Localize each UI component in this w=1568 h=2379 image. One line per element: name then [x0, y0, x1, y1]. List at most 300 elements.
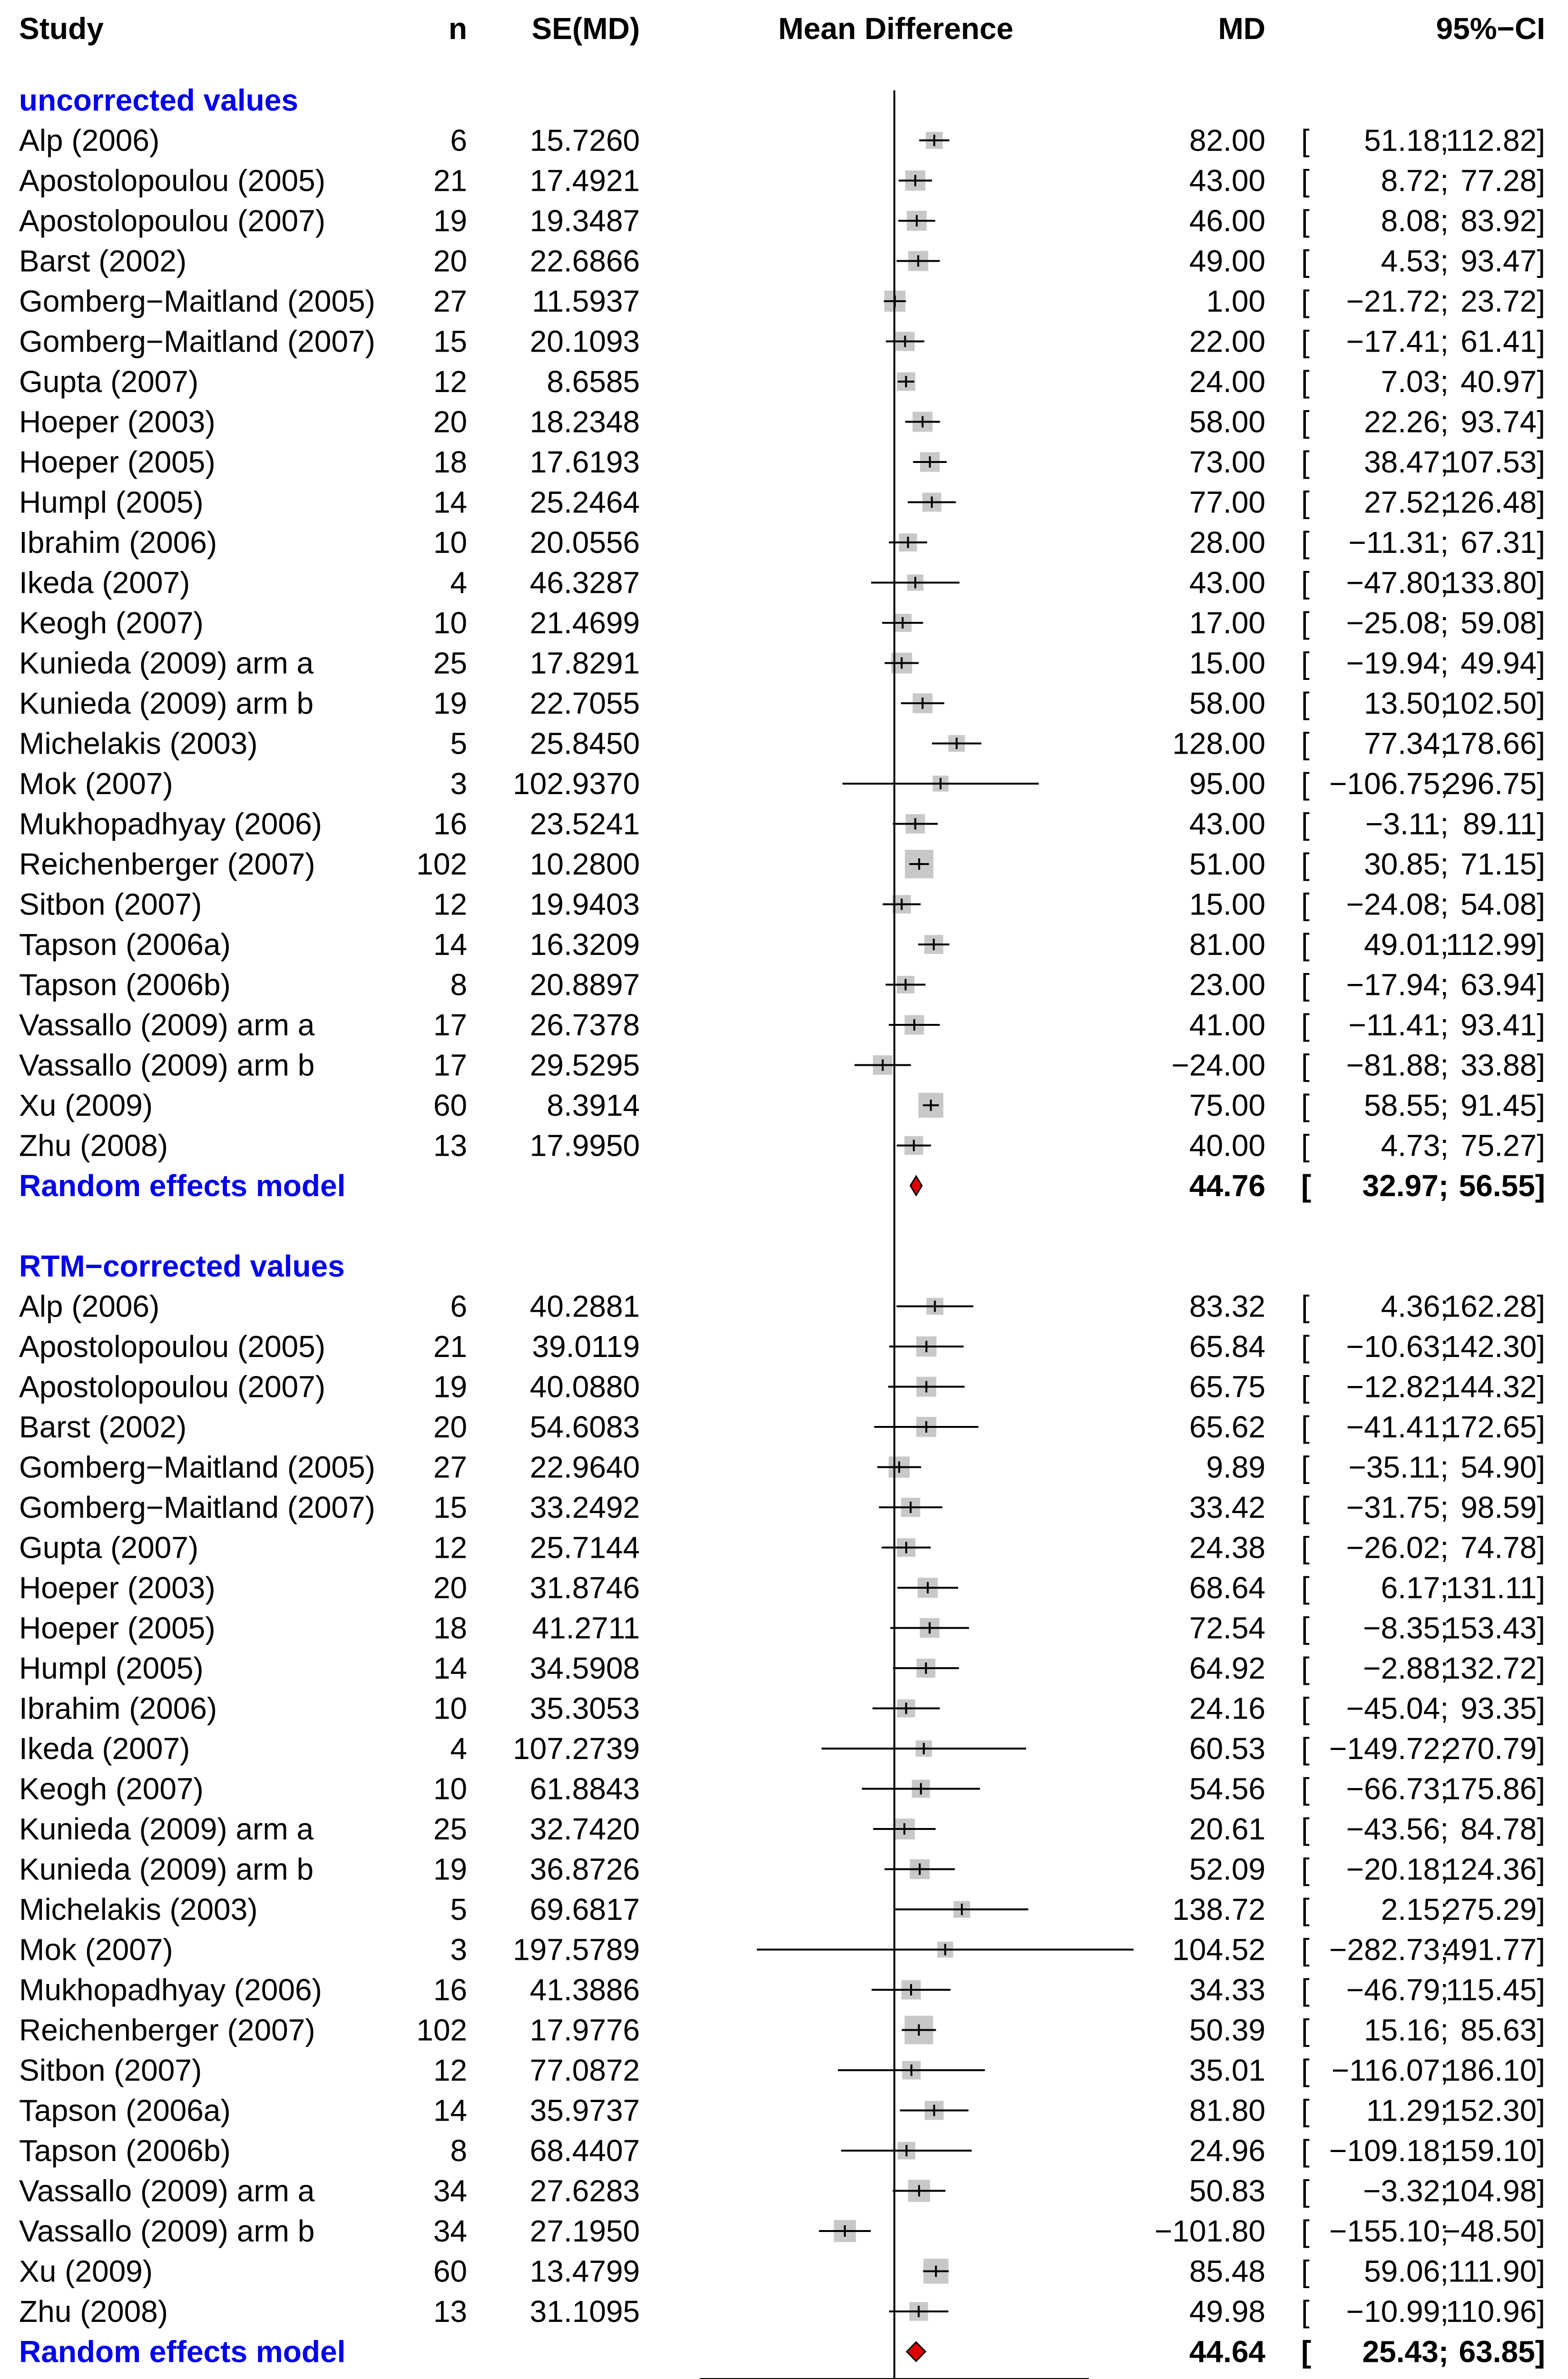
- study-name: Mok (2007): [19, 1932, 173, 1967]
- ci-lower: −45.04;: [1346, 1691, 1449, 1726]
- ci-open-bracket: [: [1301, 1450, 1310, 1484]
- ci-lower: −149.72;: [1329, 1731, 1449, 1766]
- study-se: 68.4407: [529, 2133, 640, 2168]
- study-md: 60.53: [1189, 1731, 1265, 1766]
- ci-upper: 178.66]: [1443, 726, 1545, 761]
- study-name: Ikeda (2007): [19, 565, 190, 600]
- ci-open-bracket: [: [1301, 1128, 1310, 1163]
- ci-upper: 49.94]: [1460, 646, 1545, 680]
- study-se: 31.1095: [529, 2294, 640, 2329]
- ci-open-bracket: [: [1301, 1611, 1310, 1645]
- ci-upper: 110.96]: [1446, 2294, 1545, 2329]
- study-n: 19: [433, 686, 467, 720]
- study-se: 41.3886: [529, 1973, 640, 2007]
- ci-lower: −19.94;: [1346, 646, 1449, 680]
- study-md: 15.00: [1189, 887, 1265, 922]
- study-md: 15.00: [1189, 646, 1265, 680]
- study-name: Tapson (2006a): [19, 2093, 231, 2128]
- ci-open-bracket: [: [1301, 847, 1310, 881]
- ci-upper: 275.29]: [1443, 1892, 1545, 1927]
- study-n: 5: [450, 726, 467, 761]
- ci-lower: 8.08;: [1381, 204, 1449, 238]
- study-n: 17: [433, 1008, 467, 1042]
- study-md: 43.00: [1189, 565, 1265, 600]
- study-n: 10: [433, 606, 467, 640]
- study-se: 33.2492: [529, 1490, 640, 1524]
- study-n: 4: [450, 565, 467, 600]
- ci-lower: 38.47;: [1364, 445, 1449, 479]
- study-name: Gomberg−Maitland (2005): [19, 284, 375, 318]
- study-md: 41.00: [1189, 1008, 1265, 1042]
- ci-upper: 112.82]: [1446, 123, 1545, 157]
- study-se: 19.9403: [529, 887, 640, 922]
- ci-upper: 175.86]: [1443, 1771, 1545, 1806]
- study-name: Alp (2006): [19, 1289, 160, 1324]
- study-n: 18: [433, 1611, 467, 1645]
- study-md: 64.92: [1189, 1651, 1265, 1685]
- ci-open-bracket: [: [1301, 2334, 1312, 2369]
- ci-open-bracket: [: [1301, 1289, 1310, 1324]
- study-n: 14: [433, 2093, 467, 2128]
- ci-upper: 54.90]: [1460, 1450, 1545, 1484]
- ci-lower: 59.06;: [1364, 2254, 1449, 2289]
- study-name: Kunieda (2009) arm a: [19, 1812, 314, 1846]
- summary-label: Random effects model: [19, 2334, 346, 2369]
- study-name: Gupta (2007): [19, 364, 199, 399]
- study-se: 54.6083: [529, 1410, 640, 1444]
- ci-open-bracket: [: [1301, 1369, 1310, 1404]
- study-se: 46.3287: [529, 565, 640, 600]
- ci-lower: −106.75;: [1329, 767, 1449, 801]
- ci-lower: −17.41;: [1346, 324, 1449, 359]
- ci-lower: −41.41;: [1346, 1410, 1449, 1444]
- ci-upper: 93.35]: [1460, 1691, 1545, 1726]
- ci-open-bracket: [: [1301, 967, 1310, 1002]
- study-md: 65.84: [1189, 1329, 1265, 1364]
- study-n: 14: [433, 927, 467, 962]
- study-n: 18: [433, 445, 467, 479]
- study-md: 17.00: [1189, 606, 1265, 640]
- ci-open-bracket: [: [1301, 244, 1310, 278]
- study-se: 40.0880: [529, 1369, 640, 1404]
- ci-upper: 126.48]: [1443, 485, 1545, 520]
- study-n: 20: [433, 244, 467, 278]
- ci-open-bracket: [: [1301, 726, 1310, 761]
- ci-upper: 61.41]: [1460, 324, 1545, 359]
- ci-open-bracket: [: [1301, 485, 1310, 520]
- study-n: 15: [433, 1490, 467, 1524]
- study-se: 22.6866: [529, 244, 640, 278]
- ci-open-bracket: [: [1301, 2053, 1310, 2087]
- study-n: 12: [433, 1530, 467, 1565]
- group-title: RTM−corrected values: [19, 1249, 345, 1283]
- study-n: 14: [433, 1651, 467, 1685]
- study-md: 68.64: [1189, 1571, 1265, 1605]
- ci-open-bracket: [: [1301, 767, 1310, 801]
- study-name: Gomberg−Maitland (2005): [19, 1450, 375, 1484]
- study-name: Vassallo (2009) arm b: [19, 2214, 315, 2248]
- ci-lower: −17.94;: [1346, 967, 1449, 1002]
- study-md: 1.00: [1206, 284, 1265, 318]
- ci-open-bracket: [: [1301, 1490, 1310, 1524]
- study-n: 8: [450, 967, 467, 1002]
- study-md: 43.00: [1189, 163, 1265, 198]
- ci-open-bracket: [: [1301, 887, 1310, 922]
- ci-open-bracket: [: [1301, 204, 1310, 238]
- study-md: 33.42: [1189, 1490, 1265, 1524]
- study-md: −101.80: [1154, 2214, 1265, 2248]
- study-md: 73.00: [1189, 445, 1265, 479]
- ci-lower: −46.79;: [1346, 1973, 1449, 2007]
- study-name: Hoeper (2003): [19, 1571, 216, 1605]
- ci-lower: −26.02;: [1346, 1530, 1449, 1565]
- study-n: 19: [433, 1852, 467, 1887]
- study-se: 26.7378: [529, 1008, 640, 1042]
- ci-lower: 8.72;: [1381, 163, 1449, 198]
- ci-upper: 124.36]: [1443, 1852, 1545, 1887]
- ci-lower: −47.80;: [1346, 565, 1449, 600]
- study-name: Mok (2007): [19, 767, 173, 801]
- ci-lower: −3.11;: [1365, 806, 1449, 841]
- study-se: 102.9370: [513, 767, 640, 801]
- study-n: 25: [433, 646, 467, 680]
- study-se: 61.8843: [529, 1771, 640, 1806]
- header-mean-difference: Mean Difference: [778, 11, 1014, 46]
- ci-open-bracket: [: [1301, 1973, 1310, 2007]
- study-name: Vassallo (2009) arm b: [19, 1048, 315, 1082]
- study-name: Alp (2006): [19, 123, 160, 157]
- study-se: 69.6817: [529, 1892, 640, 1927]
- ci-upper: 162.28]: [1443, 1289, 1545, 1324]
- study-se: 10.2800: [529, 847, 640, 881]
- study-md: 24.16: [1189, 1691, 1265, 1726]
- ci-lower: 11.29;: [1366, 2093, 1449, 2128]
- ci-open-bracket: [: [1301, 565, 1310, 600]
- ci-upper: 133.80]: [1443, 565, 1545, 600]
- study-md: 75.00: [1189, 1088, 1265, 1122]
- study-se: 8.6585: [547, 364, 640, 399]
- ci-upper: 112.99]: [1446, 927, 1545, 962]
- study-n: 17: [433, 1048, 467, 1082]
- ci-open-bracket: [: [1301, 646, 1310, 680]
- ci-open-bracket: [: [1301, 404, 1310, 439]
- study-name: Kunieda (2009) arm b: [19, 1852, 314, 1887]
- ci-open-bracket: [: [1301, 806, 1310, 841]
- ci-upper: 131.11]: [1446, 1571, 1545, 1605]
- ci-upper: 83.92]: [1460, 204, 1545, 238]
- study-se: 22.9640: [529, 1450, 640, 1484]
- study-n: 12: [433, 887, 467, 922]
- ci-lower: −11.31;: [1348, 525, 1449, 560]
- study-name: Humpl (2005): [19, 485, 204, 520]
- ci-open-bracket: [: [1301, 324, 1310, 359]
- ci-upper: 102.50]: [1443, 686, 1545, 720]
- ci-open-bracket: [: [1301, 1530, 1310, 1565]
- study-se: 20.0556: [529, 525, 640, 560]
- study-se: 18.2348: [529, 404, 640, 439]
- study-se: 23.5241: [529, 806, 640, 841]
- ci-upper: 75.27]: [1460, 1128, 1545, 1163]
- study-name: Humpl (2005): [19, 1651, 204, 1685]
- ci-upper: 144.32]: [1443, 1369, 1545, 1404]
- ci-open-bracket: [: [1301, 1008, 1310, 1042]
- study-name: Kunieda (2009) arm b: [19, 686, 314, 720]
- ci-lower: −155.10;: [1329, 2214, 1449, 2248]
- study-md: 72.54: [1189, 1611, 1265, 1645]
- study-n: 16: [433, 1973, 467, 2007]
- study-se: 36.8726: [529, 1852, 640, 1887]
- ci-upper: 93.47]: [1460, 244, 1545, 278]
- ci-upper: 33.88]: [1460, 1048, 1545, 1082]
- study-se: 20.8897: [529, 967, 640, 1002]
- ci-lower: −21.72;: [1346, 284, 1449, 318]
- ci-lower: −3.32;: [1363, 2173, 1449, 2208]
- study-n: 10: [433, 1771, 467, 1806]
- ci-open-bracket: [: [1301, 1932, 1310, 1967]
- ci-upper: 107.53]: [1443, 445, 1545, 479]
- summary-md: 44.76: [1189, 1169, 1265, 1203]
- ci-lower: −282.73;: [1329, 1932, 1449, 1967]
- study-n: 20: [433, 1571, 467, 1605]
- study-se: 31.8746: [529, 1571, 640, 1605]
- ci-upper: 84.78]: [1460, 1812, 1545, 1846]
- ci-open-bracket: [: [1301, 2013, 1310, 2047]
- study-se: 25.8450: [529, 726, 640, 761]
- ci-upper: 93.74]: [1460, 404, 1545, 439]
- study-name: Ibrahim (2006): [19, 1691, 217, 1726]
- study-n: 4: [450, 1731, 467, 1766]
- ci-upper: 104.98]: [1443, 2173, 1545, 2208]
- ci-lower: −8.35;: [1363, 1611, 1449, 1645]
- ci-upper: 56.55]: [1459, 1169, 1545, 1203]
- ci-lower: 6.17;: [1381, 1571, 1449, 1605]
- study-md: 43.00: [1189, 806, 1265, 841]
- header-n: n: [448, 11, 467, 46]
- study-se: 11.5937: [532, 284, 640, 318]
- ci-open-bracket: [: [1301, 1048, 1310, 1082]
- ci-lower: −66.73;: [1346, 1771, 1449, 1806]
- ci-open-bracket: [: [1301, 2214, 1310, 2248]
- ci-upper: 23.72]: [1460, 284, 1545, 318]
- study-name: Tapson (2006b): [19, 2133, 231, 2168]
- ci-upper: 159.10]: [1443, 2133, 1545, 2168]
- ci-open-bracket: [: [1301, 1651, 1310, 1685]
- ci-open-bracket: [: [1301, 1812, 1310, 1846]
- study-n: 27: [433, 1450, 467, 1484]
- study-n: 102: [416, 847, 467, 881]
- study-se: 107.2739: [513, 1731, 640, 1766]
- ci-lower: 4.73;: [1381, 1128, 1449, 1163]
- study-md: 85.48: [1189, 2254, 1265, 2289]
- study-md: 95.00: [1189, 767, 1265, 801]
- study-se: 32.7420: [529, 1812, 640, 1846]
- ci-upper: 93.41]: [1460, 1008, 1545, 1042]
- study-name: Apostolopoulou (2005): [19, 1329, 326, 1364]
- study-n: 20: [433, 404, 467, 439]
- summary-md: 44.64: [1189, 2334, 1265, 2369]
- ci-open-bracket: [: [1301, 606, 1310, 640]
- ci-open-bracket: [: [1301, 1771, 1310, 1806]
- ci-open-bracket: [: [1301, 1852, 1310, 1887]
- ci-lower: −12.82;: [1346, 1369, 1449, 1404]
- study-n: 102: [416, 2013, 467, 2047]
- study-name: Tapson (2006a): [19, 927, 231, 962]
- study-md: 50.83: [1189, 2173, 1265, 2208]
- study-n: 19: [433, 204, 467, 238]
- study-se: 41.2711: [532, 1611, 640, 1645]
- ci-open-bracket: [: [1301, 525, 1310, 560]
- study-name: Reichenberger (2007): [19, 2013, 315, 2047]
- study-md: 52.09: [1189, 1852, 1265, 1887]
- study-name: Hoeper (2005): [19, 1611, 216, 1645]
- study-md: 50.39: [1189, 2013, 1265, 2047]
- ci-upper: 111.90]: [1448, 2254, 1545, 2289]
- study-n: 14: [433, 485, 467, 520]
- ci-open-bracket: [: [1301, 163, 1310, 198]
- summary-label: Random effects model: [19, 1169, 346, 1203]
- ci-upper: 74.78]: [1460, 1530, 1545, 1565]
- study-n: 25: [433, 1812, 467, 1846]
- study-name: Hoeper (2005): [19, 445, 216, 479]
- study-n: 60: [433, 2254, 467, 2289]
- study-md: 81.80: [1189, 2093, 1265, 2128]
- study-name: Xu (2009): [19, 2254, 153, 2289]
- study-se: 29.5295: [529, 1048, 640, 1082]
- study-md: 51.00: [1189, 847, 1265, 881]
- study-name: Apostolopoulou (2005): [19, 163, 326, 198]
- header-md: MD: [1218, 11, 1265, 46]
- study-name: Sitbon (2007): [19, 887, 202, 922]
- study-se: 17.6193: [529, 445, 640, 479]
- ci-open-bracket: [: [1301, 1571, 1310, 1605]
- study-md: 138.72: [1172, 1892, 1265, 1927]
- study-n: 27: [433, 284, 467, 318]
- study-name: Gomberg−Maitland (2007): [19, 1490, 375, 1524]
- study-se: 17.9776: [529, 2013, 640, 2047]
- study-md: 65.75: [1189, 1369, 1265, 1404]
- ci-lower: 13.50;: [1364, 686, 1449, 720]
- study-se: 20.1093: [529, 324, 640, 359]
- ci-upper: 54.08]: [1460, 887, 1545, 922]
- ci-open-bracket: [: [1301, 927, 1310, 962]
- ci-upper: 270.79]: [1443, 1731, 1545, 1766]
- study-md: 58.00: [1189, 404, 1265, 439]
- ci-upper: 186.10]: [1443, 2053, 1545, 2087]
- ci-upper: 67.31]: [1460, 525, 1545, 560]
- study-md: 40.00: [1189, 1128, 1265, 1163]
- study-name: Hoeper (2003): [19, 404, 216, 439]
- study-n: 10: [433, 1691, 467, 1726]
- ci-open-bracket: [: [1301, 1731, 1310, 1766]
- ci-upper: 172.65]: [1443, 1410, 1545, 1444]
- study-name: Keogh (2007): [19, 1771, 204, 1806]
- study-name: Zhu (2008): [19, 1128, 168, 1163]
- ci-open-bracket: [: [1301, 2093, 1310, 2128]
- study-md: 34.33: [1189, 1973, 1265, 2007]
- study-se: 17.4921: [529, 163, 640, 198]
- study-n: 12: [433, 2053, 467, 2087]
- study-md: 77.00: [1189, 485, 1265, 520]
- ci-upper: 91.45]: [1460, 1088, 1545, 1122]
- ci-open-bracket: [: [1301, 2254, 1310, 2289]
- ci-open-bracket: [: [1301, 686, 1310, 720]
- study-name: Zhu (2008): [19, 2294, 168, 2329]
- study-name: Barst (2002): [19, 1410, 187, 1444]
- ci-upper: 296.75]: [1443, 767, 1545, 801]
- ci-upper: 115.45]: [1446, 1973, 1545, 2007]
- ci-upper: 63.85]: [1459, 2334, 1545, 2369]
- ci-open-bracket: [: [1301, 123, 1310, 157]
- study-se: 25.2464: [529, 485, 640, 520]
- study-name: Tapson (2006b): [19, 967, 231, 1002]
- ci-lower: 2.15;: [1381, 1892, 1449, 1927]
- study-n: 20: [433, 1410, 467, 1444]
- study-n: 19: [433, 1369, 467, 1404]
- study-name: Michelakis (2003): [19, 1892, 258, 1927]
- study-n: 3: [450, 1932, 467, 1967]
- ci-lower: 58.55;: [1364, 1088, 1449, 1122]
- study-name: Gomberg−Maitland (2007): [19, 324, 375, 359]
- study-md: 20.61: [1189, 1812, 1265, 1846]
- study-md: 24.38: [1189, 1530, 1265, 1565]
- ci-upper: 40.97]: [1460, 364, 1545, 399]
- study-name: Vassallo (2009) arm a: [19, 1008, 315, 1042]
- study-se: 13.4799: [529, 2254, 640, 2289]
- study-se: 17.9950: [529, 1128, 640, 1163]
- header-se: SE(MD): [531, 11, 640, 46]
- study-md: 81.00: [1189, 927, 1265, 962]
- study-name: Gupta (2007): [19, 1530, 199, 1565]
- ci-lower: 49.01;: [1364, 927, 1449, 962]
- study-n: 21: [433, 1329, 467, 1364]
- ci-lower: 32.97;: [1362, 1169, 1449, 1203]
- ci-lower: 7.03;: [1381, 364, 1449, 399]
- study-se: 39.0119: [532, 1329, 640, 1364]
- study-md: 128.00: [1172, 726, 1265, 761]
- study-md: 28.00: [1189, 525, 1265, 560]
- study-n: 16: [433, 806, 467, 841]
- ci-lower: −10.63;: [1346, 1329, 1449, 1364]
- study-n: 34: [433, 2214, 467, 2248]
- study-md: −24.00: [1171, 1048, 1265, 1082]
- study-md: 24.00: [1189, 364, 1265, 399]
- ci-open-bracket: [: [1301, 2294, 1310, 2329]
- study-name: Reichenberger (2007): [19, 847, 315, 881]
- study-n: 6: [450, 123, 467, 157]
- ci-lower: 30.85;: [1364, 847, 1449, 881]
- study-md: 83.32: [1189, 1289, 1265, 1324]
- study-se: 21.4699: [529, 606, 640, 640]
- study-name: Apostolopoulou (2007): [19, 204, 326, 238]
- study-name: Mukhopadhyay (2006): [19, 1973, 322, 2007]
- study-se: 16.3209: [529, 927, 640, 962]
- ci-open-bracket: [: [1301, 1410, 1310, 1444]
- ci-lower: 22.26;: [1364, 404, 1449, 439]
- study-n: 13: [433, 1128, 467, 1163]
- study-md: 104.52: [1172, 1932, 1265, 1967]
- ci-lower: −31.75;: [1346, 1490, 1449, 1524]
- study-md: 9.89: [1206, 1450, 1265, 1484]
- ci-upper: 132.72]: [1443, 1651, 1545, 1685]
- study-name: Mukhopadhyay (2006): [19, 806, 322, 841]
- study-se: 27.1950: [529, 2214, 640, 2248]
- study-n: 10: [433, 525, 467, 560]
- ci-upper: 142.30]: [1443, 1329, 1545, 1364]
- ci-upper: 153.43]: [1443, 1611, 1545, 1645]
- ci-open-bracket: [: [1301, 1088, 1310, 1122]
- study-se: 22.7055: [529, 686, 640, 720]
- study-se: 77.0872: [529, 2053, 640, 2087]
